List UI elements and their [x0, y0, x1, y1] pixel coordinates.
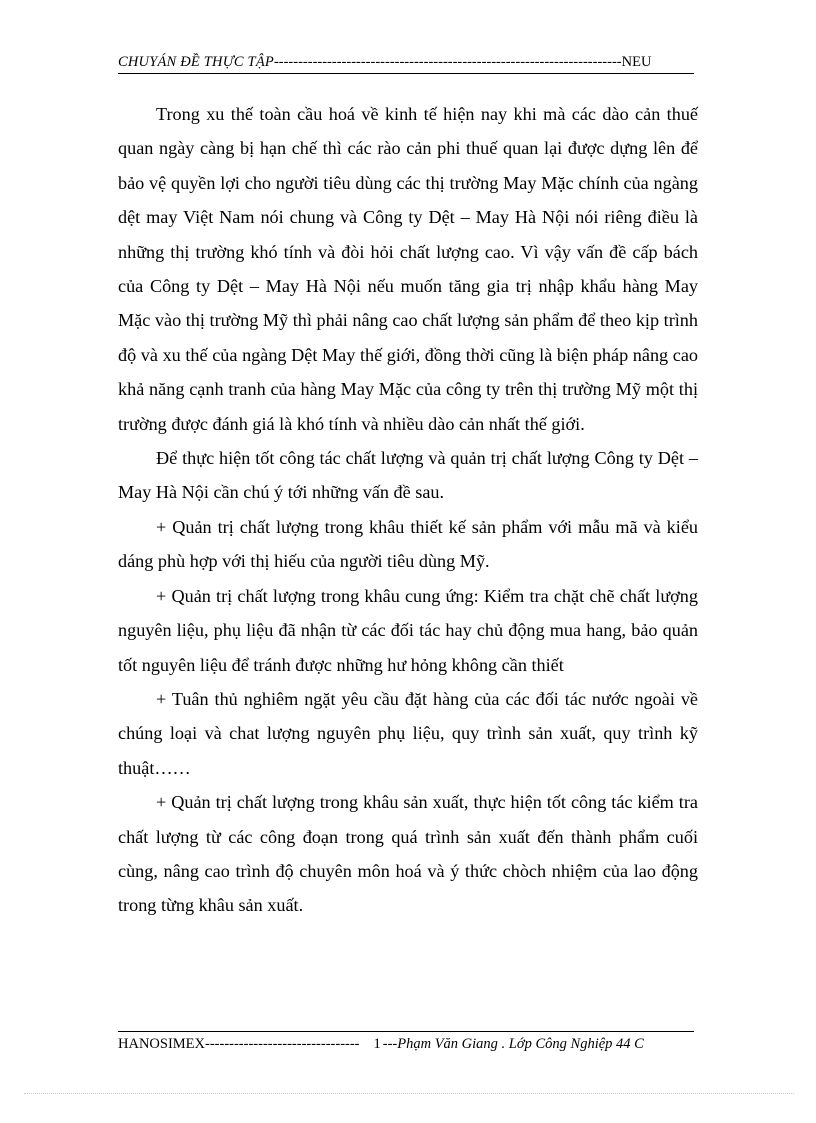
paragraph: Để thực hiện tốt công tác chất lượng và quản trị chất lượng Công ty Dệt – May Hà Nội cần chú ý tới những vấn đề sau.	[118, 448, 698, 503]
header-title: CHUYÁN ĐỀ THỰC TẬP	[118, 54, 274, 70]
page-bottom-divider	[24, 1093, 794, 1094]
page-header	[118, 53, 694, 73]
page-number: 1	[373, 1036, 381, 1052]
paragraph: + Quản trị chất lượng trong khâu cung ứng: Kiểm tra chặt chẽ chất lượng nguyên liệu, phụ liệu đã nhận từ các đối tác hay chủ động mua hang, bảo quản tốt nguyên liệu để tránh được những hư hỏng không cần thiết	[118, 585, 698, 675]
paragraph: + Quản trị chất lượng trong khâu sản xuất, thực hiện tốt công tác kiểm tra chất lượng từ các công đoạn trong quá trình sản xuất đến thành phẩm cuối cùng, nâng cao trình độ chuyên môn hoá và ý thức chòch nhiệm của lao động trong từng khâu sản xuất.	[118, 792, 698, 916]
document-body	[118, 97, 698, 923]
page-footer	[118, 1035, 694, 1053]
header-right: NEU	[621, 54, 652, 70]
footer-author: ---Phạm Văn Giang . Lớp Công Nghiệp 44 C	[382, 1036, 644, 1052]
footer-left: HANOSIMEX--------------------------------	[118, 1036, 360, 1052]
header-rule	[118, 73, 694, 74]
paragraph: Trong xu thế toàn cầu hoá về kinh tế hiện nay khi mà các dào cản thuế quan ngày càng bị hạn chế thì các rào cản phi thuế quan lại được dựng lên để bảo vệ quyền lợi cho người tiêu dùng các thị trường May Mặc chính của ngàng dệt may Việt Nam nói chung và Công ty Dệt – May Hà Nội nói riêng điều là những thị trường khó tính và đòi hỏi chất lượng cao. Vì vậy vấn đề cấp bách của Công ty Dệt – May Hà Nội nếu muốn tăng gia trị nhập khẩu hàng May Mặc vào thị trường Mỹ thì phải nâng cao chất lượng sản phẩm để theo kịp trình độ và xu thế của ngàng Dệt May thế giới, đồng thời cũng là biện pháp nâng cao khả năng cạnh tranh của hàng May Mặc của công ty trên thị trường Mỹ một thị trường được đánh giá là khó tính và nhiều dào cản nhất thế giới.	[118, 104, 698, 434]
header-dashes: ------------------------------------------------------------------------	[273, 54, 622, 70]
footer-rule	[118, 1031, 694, 1032]
paragraph: + Tuân thủ nghiêm ngặt yêu cầu đặt hàng của các đối tác nước ngoài về chúng loại và chat lượng nguyên phụ liệu, quy trình sản xuất, quy trình kỹ thuật……	[118, 688, 698, 778]
paragraph: + Quản trị chất lượng trong khâu thiết kế sản phẩm với mẫu mã và kiểu dáng phù hợp với thị hiếu của người tiêu dùng Mỹ.	[118, 516, 698, 572]
